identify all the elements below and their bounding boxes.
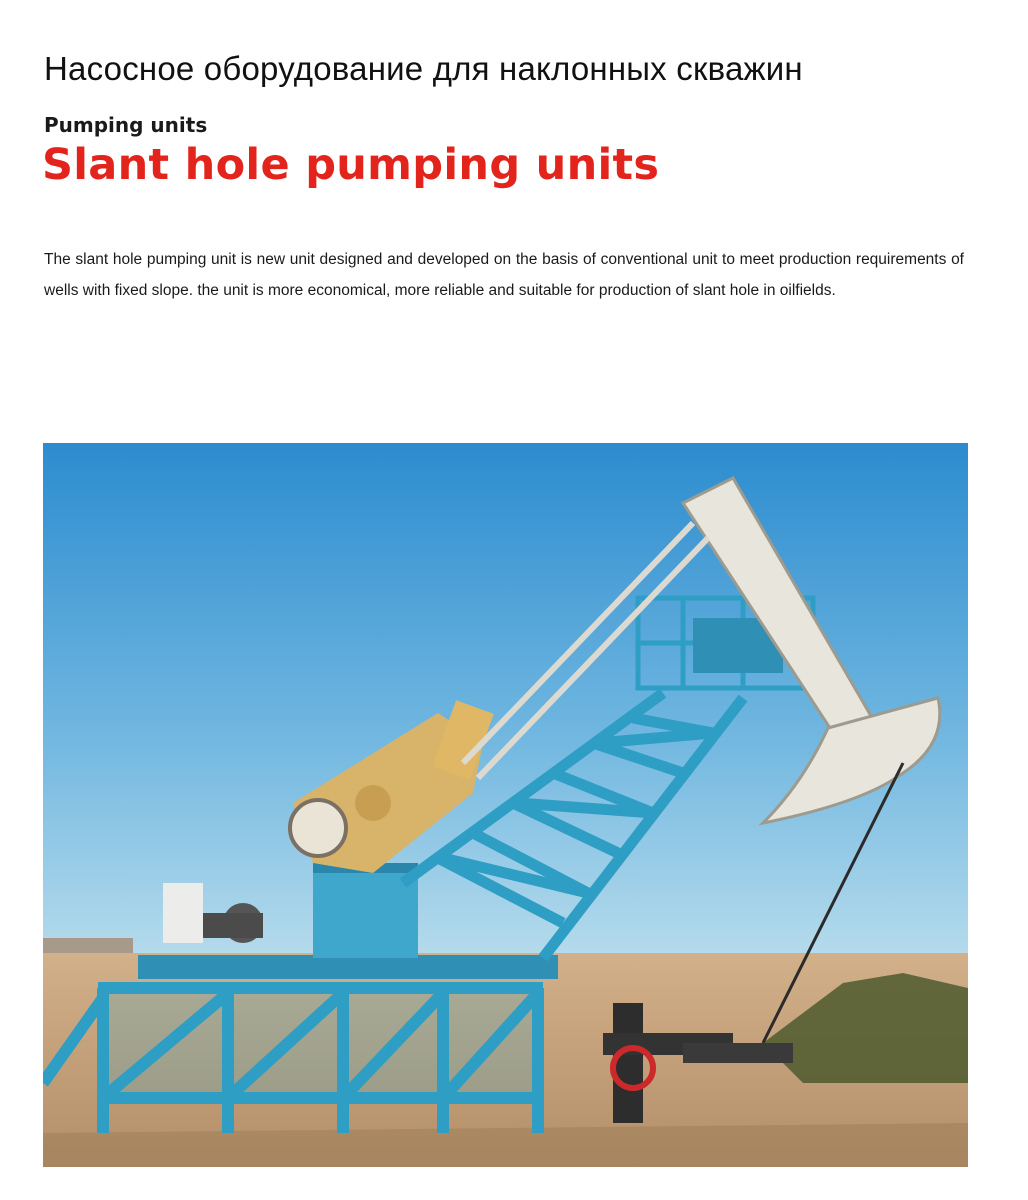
category-label: Pumping units xyxy=(44,113,208,137)
page-title: Slant hole pumping units xyxy=(42,140,660,190)
description-paragraph: The slant hole pumping unit is new unit designed and developed on the basis of conventional unit to meet production requirements of wells with fixed slope. the unit is more economical, more reliable and suitable for production of slant hole in oilfields. xyxy=(44,250,964,299)
product-photo xyxy=(43,443,968,1167)
russian-title: Насосное оборудование для наклонных скважин xyxy=(44,50,803,87)
